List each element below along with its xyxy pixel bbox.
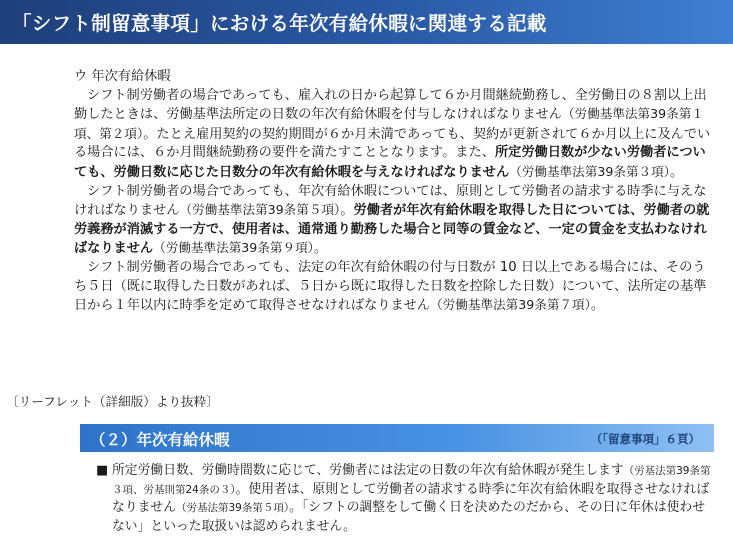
- para2-reference-1: （労働基準法第39条第５項）: [179, 202, 341, 218]
- para1-text-a: シフト制労働者の場合であっても、雇入れの日から起算して６か月間継続勤務し、全労働日の８割以上出勤したときは、労働基準法所定の日数の年次有給休暇を付与しなければなりません: [74, 87, 707, 123]
- para2-reference-2: （労働基準法第39条第９項）: [153, 240, 314, 256]
- bullet-reference-2: （労基法第39条第５項）: [175, 502, 290, 514]
- bullet-text-b: 。使用者は、原則として労働者の請求する時季に年次有給休暇を取得させなければなりません: [112, 481, 710, 515]
- section-title: （２）年次有給休暇: [90, 431, 230, 449]
- section-reference: （「留意事項」６頁）: [590, 432, 700, 446]
- para3-text: シフト制労働者の場合であっても、法定の年次有給休暇の付与日数が 10 日以上である場合には、そのうち５日（既に取得した日数があれば、５日から既に取得した日数を控除した日数）について、法所定の基準日から１年以内に時季を定めて取得させなければなりません: [74, 259, 707, 314]
- para2-text-a: シフト制労働者の場合であっても、年次有給休暇については、原則として労働者の請求する時季に与えなければなりません: [74, 183, 707, 219]
- para1-reference-2: （労働基準法第39条第３項）: [509, 163, 671, 179]
- para1-reference-1: （労働基準法第39条第１項、第２項）: [74, 106, 704, 141]
- para2-end: 。: [313, 241, 328, 257]
- para2-text-b: 。: [340, 203, 354, 219]
- source-note: 〔リーフレット（詳細版）より抜粋〕: [6, 394, 219, 409]
- square-bullet-icon: ■: [96, 463, 109, 478]
- bullet-reference-1: （労基法第39条第３項、労基則第24条の３）: [112, 465, 711, 496]
- para3-reference: （労働基準法第39条第７項）: [430, 297, 591, 313]
- bullet-text-c: 。「シフトの調整をして働く日を決めたのだから、その日に年休は使わせない」といった取扱いは認められません。: [112, 500, 706, 534]
- guideline-excerpt: [74, 68, 714, 316]
- para1-end: 。: [670, 164, 684, 180]
- page-title: 「シフト制留意事項」における年次有給休暇に関連する記載: [12, 12, 547, 35]
- bullet-item: [96, 462, 716, 536]
- section-heading: ウ 年次有給休暇: [74, 69, 171, 84]
- para1-bold-text: 所定労働日数が少ない労働者についても、労働日数に応じた日数分の年次有給休暇を与えなければなりません: [74, 145, 706, 180]
- bullet-body: [96, 462, 716, 536]
- paragraph-1: [74, 87, 714, 183]
- para2-bold-text: 労働者が年次有給休暇を取得した日については、労働者の就労義務が消滅する一方で、使用者は、通常通り勤務した場合と同等の賃金など、一定の賃金を支払わなければなりません: [74, 203, 710, 257]
- section-header-bar: [80, 424, 714, 452]
- para1-text-b: 。たとえ雇用契約の契約期間が６か月未満であっても、契約が更新されて６か月以上に及んでいる場合には、６か月間継続勤務の要件を満たすこととなります。また、: [74, 126, 711, 161]
- bullet-text-a: 所定労働日数、労働時間数に応じて、労働者には法定の日数の年次有給休暇が発生します: [112, 463, 624, 478]
- paragraph-2: [74, 183, 714, 259]
- title-banner: [0, 0, 733, 44]
- paragraph-3: [74, 259, 714, 316]
- para3-end: 。: [590, 298, 605, 314]
